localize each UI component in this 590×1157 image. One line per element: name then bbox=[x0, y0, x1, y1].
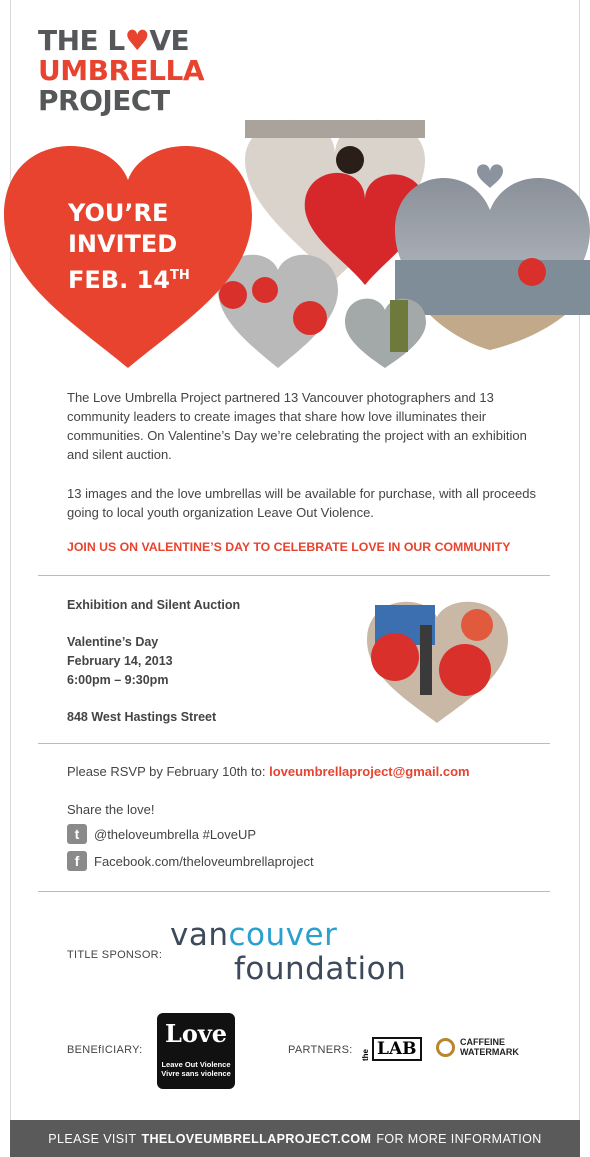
invite-date-text: FEB. 14 bbox=[68, 266, 170, 294]
lab-word: LAB bbox=[372, 1037, 422, 1061]
divider bbox=[38, 891, 550, 892]
divider bbox=[38, 575, 550, 576]
street-umbrella-2 bbox=[252, 277, 278, 303]
lov-logo-en: Leave Out Violence bbox=[161, 1060, 231, 1069]
cw-caffeine: CAFFEINE bbox=[460, 1037, 505, 1047]
partners-label: PARTNERS: bbox=[288, 1044, 353, 1056]
facebook-row[interactable] bbox=[67, 851, 314, 871]
vancouver-foundation-logo bbox=[170, 918, 406, 986]
vf-text-foundation: foundation bbox=[234, 951, 407, 987]
facebook-link[interactable]: Facebook.com/theloveumbrellaproject bbox=[94, 853, 314, 869]
cw-wordmark bbox=[460, 1037, 519, 1057]
vf-text-van: van bbox=[170, 917, 229, 953]
small-grey-heart bbox=[477, 164, 503, 188]
event-details bbox=[67, 596, 240, 727]
invite-date-suffix: TH bbox=[169, 268, 190, 283]
sand bbox=[430, 315, 565, 350]
invite-headline bbox=[68, 198, 190, 296]
twitter-icon: t bbox=[67, 824, 87, 844]
invite-line-date bbox=[68, 260, 190, 296]
footer-website-link[interactable]: THELOVEUMBRELLAPROJECT.COM bbox=[141, 1131, 372, 1146]
event-time: 6:00pm – 9:30pm bbox=[67, 673, 169, 687]
wall-band bbox=[245, 120, 425, 138]
twitter-handle[interactable]: @theloveumbrella #LoveUP bbox=[94, 826, 257, 842]
lab-the-text: the bbox=[361, 1049, 370, 1061]
photographer-figure bbox=[390, 300, 408, 352]
footer-post: FOR MORE INFORMATION bbox=[376, 1131, 542, 1146]
call-to-action: JOIN US ON VALENTINE’S DAY TO CELEBRATE LOVE IN OUR COMMUNITY bbox=[67, 540, 511, 554]
street-umbrella-3 bbox=[293, 301, 327, 335]
logo-text-the-l: THE L bbox=[38, 24, 125, 57]
small-umbrella bbox=[518, 258, 546, 286]
footer-pre: PLEASE VISIT bbox=[48, 1131, 137, 1146]
photo-heart-photographer bbox=[345, 299, 426, 368]
event-title: Exhibition and Silent Auction bbox=[67, 598, 241, 612]
project-logo bbox=[38, 26, 204, 116]
lov-logo-fr: Vivre sans violence bbox=[161, 1069, 231, 1078]
event-date: February 14, 2013 bbox=[67, 654, 173, 668]
logo-text-umbrella: UMBRELLA bbox=[38, 54, 204, 87]
heart-icon: ♥ bbox=[124, 24, 150, 57]
divider bbox=[38, 743, 550, 744]
vf-text-couver: couver bbox=[228, 917, 338, 953]
rsvp-line bbox=[67, 764, 470, 779]
person-head bbox=[336, 146, 364, 174]
cw-watermark: WATERMARK bbox=[460, 1047, 519, 1057]
logo-text-ve: VE bbox=[149, 24, 190, 57]
photo-heart-umbrellas bbox=[365, 595, 510, 725]
twitter-row[interactable] bbox=[67, 824, 256, 844]
invite-line-youre: YOU’RE bbox=[68, 199, 169, 227]
footer-bar bbox=[10, 1120, 580, 1157]
intro-paragraph-2: 13 images and the love umbrellas will be available for purchase, with all proceeds going to local youth organization Leave Out Violence. bbox=[67, 486, 536, 520]
sea-band bbox=[395, 260, 590, 315]
event-address: 848 West Hastings Street bbox=[67, 710, 217, 724]
rsvp-email-link[interactable]: loveumbrellaproject@gmail.com bbox=[269, 764, 470, 779]
beneficiary-label: BENEfICIARY: bbox=[67, 1044, 143, 1056]
rsvp-text: Please RSVP by February 10th to: bbox=[67, 764, 270, 779]
invite-line-invited: INVITED bbox=[68, 230, 178, 258]
the-lab-logo bbox=[361, 1037, 422, 1061]
coffee-ring-icon bbox=[436, 1038, 455, 1057]
event-day: Valentine’s Day bbox=[67, 635, 159, 649]
intro-paragraph-1: The Love Umbrella Project partnered 13 Vancouver photographers and 13 community leaders to create images that share how love illuminates their communities. On Valentine’s Day we’re celebrating the project with an exhibition and silent auction. bbox=[67, 390, 527, 462]
share-heading: Share the love! bbox=[67, 802, 155, 817]
title-sponsor-label: TITLE SPONSOR: bbox=[67, 949, 163, 961]
logo-text-project: PROJECT bbox=[38, 84, 170, 117]
caffeine-watermark-logo bbox=[436, 1037, 519, 1057]
leave-out-violence-logo bbox=[157, 1013, 235, 1089]
facebook-icon: f bbox=[67, 851, 87, 871]
lov-logo-word: Love bbox=[164, 1019, 228, 1048]
